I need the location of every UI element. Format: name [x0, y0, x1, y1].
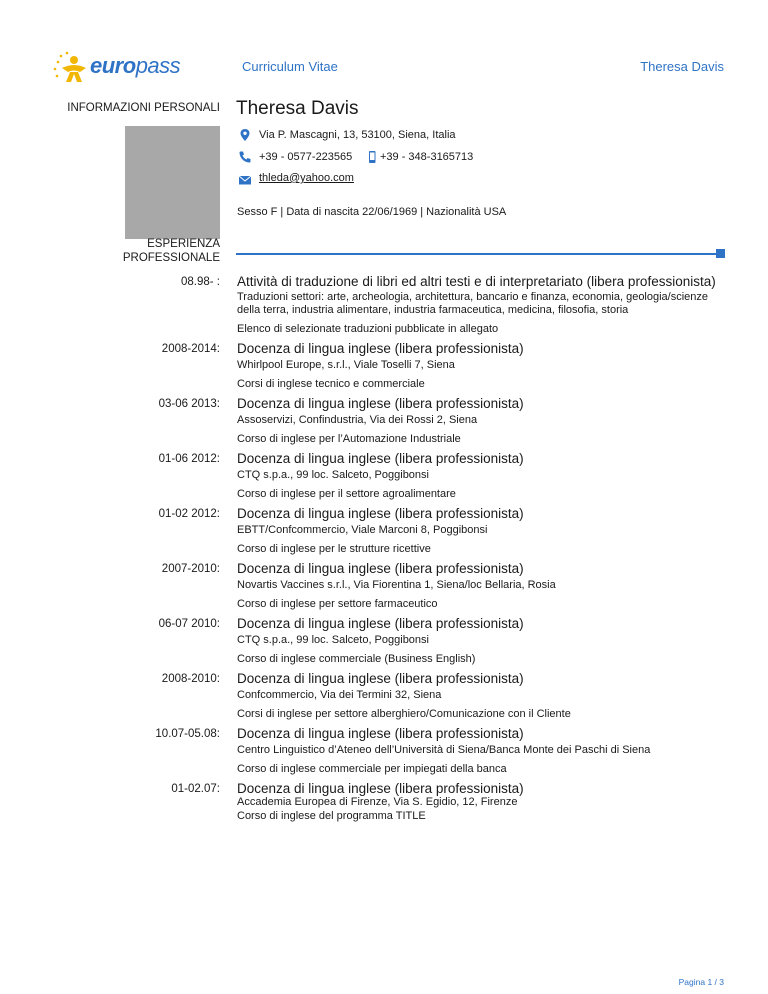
entry-note: Elenco di selezionate traduzioni pubblicate in allegato — [237, 323, 499, 335]
entry-note: Corso di inglese del programma TITLE — [237, 810, 426, 822]
entry-title: Docenza di lingua inglese (libera professionista) — [237, 396, 524, 411]
entry-date: 2008-2014: — [161, 343, 220, 355]
logo-text-euro: euro — [90, 53, 136, 78]
entry-date: 03-06 2013: — [158, 398, 220, 410]
entry-date: 01-02.07: — [171, 783, 220, 795]
entry-note: Corso di inglese commerciale per impiegati della banca — [237, 763, 507, 775]
entry-description: Traduzioni settori: arte, archeologia, architettura, bancario e finanza, economia, geologia/scienze della terra, industria alimentare, industria farmaceutica, medicina, filosofia, storia — [237, 291, 709, 316]
entry-date: 01-02 2012: — [158, 508, 220, 520]
phone-icon — [238, 150, 252, 164]
section-divider — [236, 253, 716, 255]
entry-employer: Whirlpool Europe, s.r.l., Viale Toselli 7, Siena — [237, 359, 455, 371]
header-doc-title: Curriculum Vitae — [242, 59, 338, 74]
entry-note: Corso di inglese per il settore agroalimentare — [237, 488, 456, 500]
entry-date: 01-06 2012: — [158, 453, 220, 465]
location-icon — [238, 128, 252, 142]
entry-note: Corso di inglese per le strutture ricettive — [237, 543, 431, 555]
mobile-icon — [365, 150, 379, 164]
personal-info-label: INFORMAZIONI PERSONALI — [67, 102, 220, 114]
phone-text: +39 - 0577-223565 — [259, 151, 353, 163]
entry-title: Docenza di lingua inglese (libera professionista) — [237, 781, 524, 796]
experience-label-line1: ESPERIENZA — [147, 238, 220, 250]
entry-note: Corsi di inglese tecnico e commerciale — [237, 378, 425, 390]
person-name: Theresa Davis — [236, 98, 359, 119]
entry-title: Attività di traduzione di libri ed altri testi e di interpretariato (libera professionista) — [237, 274, 716, 289]
entry-date: 2007-2010: — [161, 563, 220, 575]
email-link[interactable]: thleda@yahoo.com — [259, 172, 354, 184]
entry-title: Docenza di lingua inglese (libera professionista) — [237, 561, 524, 576]
entry-employer: Assoservizi, Confindustria, Via dei Rossi 2, Siena — [237, 414, 478, 426]
photo-placeholder — [125, 126, 220, 239]
address-text: Via P. Mascagni, 13, 53100, Siena, Italia — [259, 129, 456, 141]
header-person-name: Theresa Davis — [640, 59, 724, 74]
personal-details: Sesso F | Data di nascita 22/06/1969 | Nazionalità USA — [237, 206, 507, 218]
entry-date: 06-07 2010: — [158, 618, 220, 630]
entry-employer: Accademia Europea di Firenze, Via S. Egidio, 12, Firenze — [237, 796, 518, 808]
entry-note: Corso di inglese per settore farmaceutico — [237, 598, 438, 610]
section-divider-square — [716, 249, 725, 258]
logo-text-pass: pass — [135, 53, 181, 78]
entry-title: Docenza di lingua inglese (libera professionista) — [237, 451, 524, 466]
entry-employer: Centro Linguistico d’Ateneo dell’Università di Siena/Banca Monte dei Paschi di Siena — [237, 744, 651, 756]
entry-title: Docenza di lingua inglese (libera professionista) — [237, 671, 524, 686]
mobile-text: +39 - 348-3165713 — [380, 151, 474, 163]
europass-logo-icon — [52, 50, 94, 84]
entry-date: 08.98- : — [181, 276, 220, 288]
entry-date: 10.07-05.08: — [155, 728, 220, 740]
entry-date: 2008-2010: — [161, 673, 220, 685]
entry-title: Docenza di lingua inglese (libera professionista) — [237, 341, 524, 356]
entry-title: Docenza di lingua inglese (libera professionista) — [237, 616, 524, 631]
entry-employer: Novartis Vaccines s.r.l., Via Fiorentina 1, Siena/loc Bellaria, Rosia — [237, 579, 556, 591]
entry-employer: CTQ s.p.a., 99 loc. Salceto, Poggibonsi — [237, 469, 429, 481]
entry-title: Docenza di lingua inglese (libera professionista) — [237, 506, 524, 521]
entry-title: Docenza di lingua inglese (libera professionista) — [237, 726, 524, 741]
entry-note: Corso di inglese commerciale (Business English) — [237, 653, 476, 665]
experience-label-line2: PROFESSIONALE — [122, 252, 220, 264]
europass-logo — [52, 50, 181, 84]
entry-employer: CTQ s.p.a., 99 loc. Salceto, Poggibonsi — [237, 634, 429, 646]
page-number: Pagina 1 / 3 — [678, 977, 724, 987]
email-icon — [238, 173, 252, 187]
entry-note: Corso di inglese per l’Automazione Industriale — [237, 433, 461, 445]
entry-employer: Confcommercio, Via dei Termini 32, Siena — [237, 689, 442, 701]
entry-note: Corsi di inglese per settore alberghiero/Comunicazione con il Cliente — [237, 708, 571, 720]
entry-employer: EBTT/Confcommercio, Viale Marconi 8, Poggibonsi — [237, 524, 488, 536]
